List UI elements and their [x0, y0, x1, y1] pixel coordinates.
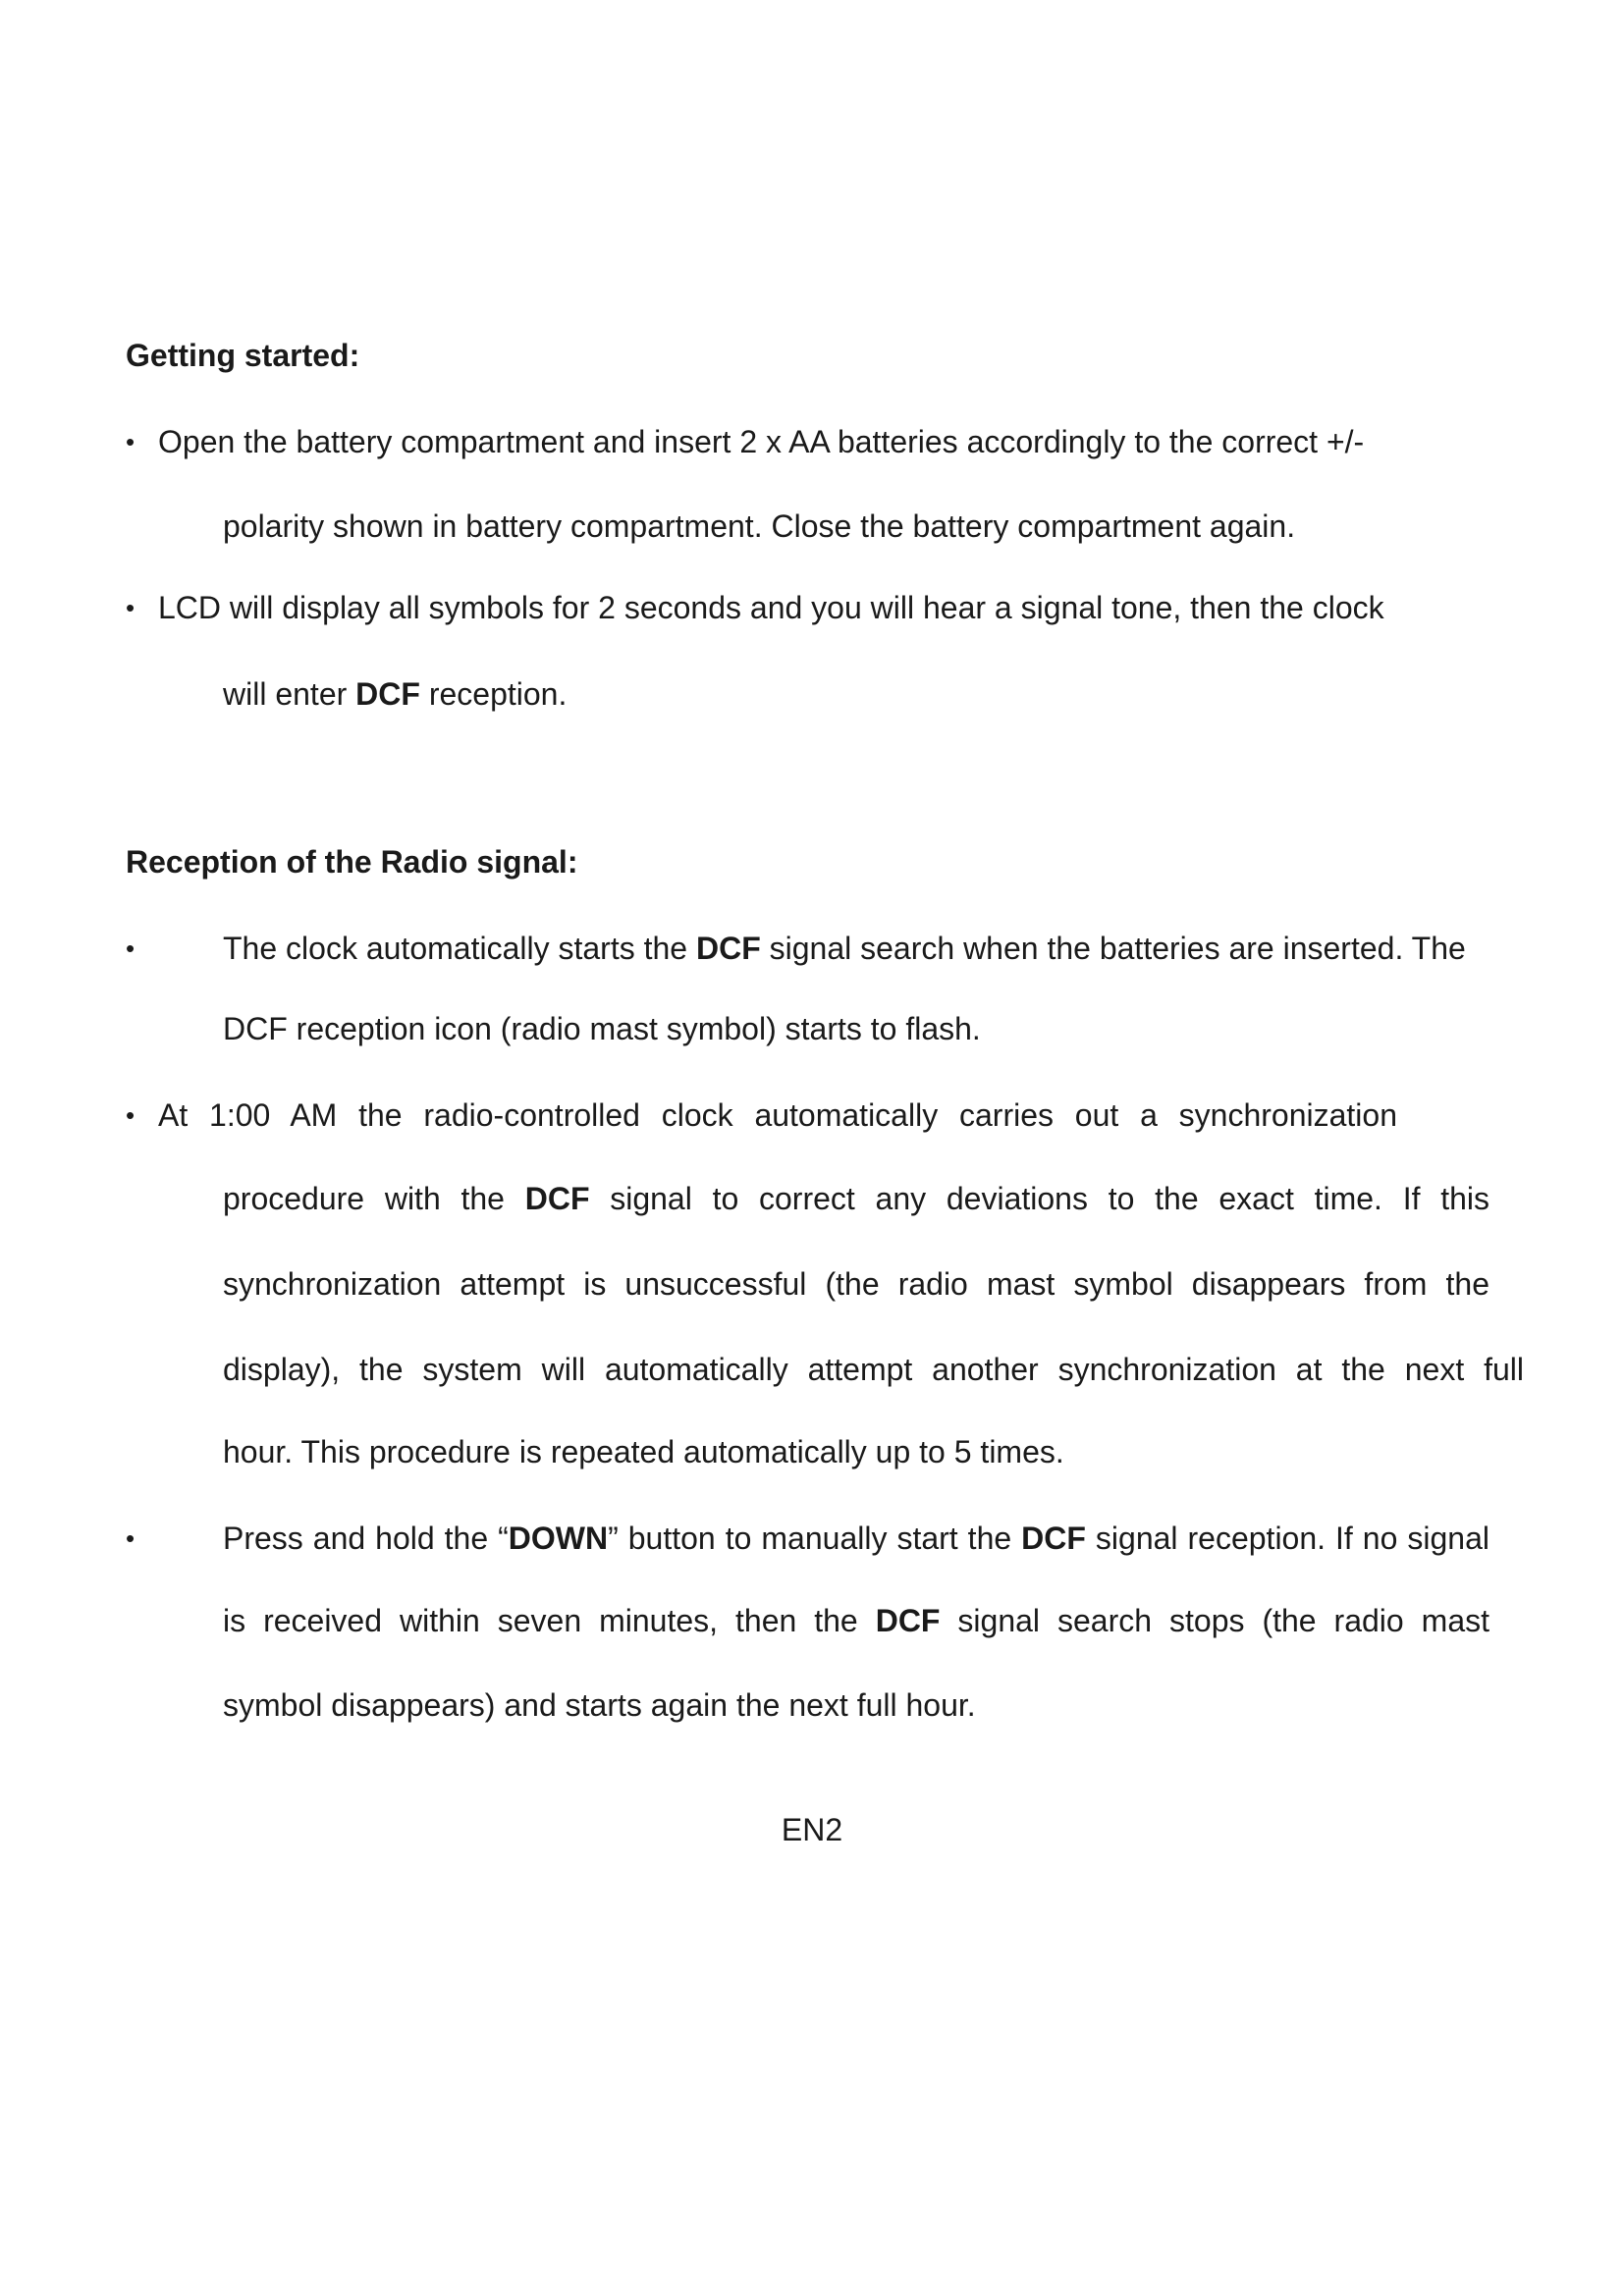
text-run: Press and hold the “	[223, 1521, 509, 1556]
reception-item-1-line-1	[223, 929, 1466, 968]
text-bold-down: DOWN	[508, 1521, 609, 1556]
text-bold-dcf: DCF	[1021, 1521, 1086, 1556]
bullet-dot-icon: •	[126, 934, 135, 963]
text-run: signal to correct any deviations to the exact time. If this	[589, 1181, 1490, 1216]
reception-item-2-line-1: At 1:00 AM the radio-controlled clock automatically carries out a synchronization	[158, 1097, 1397, 1133]
text-run: reception.	[419, 676, 568, 712]
reception-item-2-line-2	[223, 1179, 1489, 1218]
text-run: is received within seven minutes, then the	[223, 1603, 876, 1638]
reception-item-3-line-2	[223, 1601, 1489, 1640]
bullet-dot-icon: •	[126, 593, 135, 622]
bullet-dot-icon: •	[126, 427, 135, 456]
getting-started-item-2-line-1: LCD will display all symbols for 2 seconds and you will hear a signal tone, then the clock	[158, 590, 1384, 625]
bullet-dot-icon: •	[126, 1523, 135, 1553]
getting-started-item-1-line-1: Open the battery compartment and insert 2 x AA batteries accordingly to the correct +/-	[158, 424, 1365, 459]
bullet-dot-icon: •	[126, 1100, 135, 1130]
page-number: EN2	[781, 1812, 843, 1847]
getting-started-item-2-line-2	[223, 674, 567, 714]
text-run: ” button to manually start the	[608, 1521, 1022, 1556]
reception-item-3-line-1	[223, 1519, 1489, 1558]
reception-item-2-line-3: synchronization attempt is unsuccessful (the radio mast symbol disappears from the	[223, 1266, 1489, 1302]
text-run: signal reception. If no signal	[1085, 1521, 1490, 1556]
text-run: procedure with the	[223, 1181, 525, 1216]
reception-item-2-line-5: hour. This procedure is repeated automatically up to 5 times.	[223, 1434, 1064, 1469]
reception-item-3-line-3: symbol disappears) and starts again the next full hour.	[223, 1687, 976, 1723]
getting-started-item-1-line-2: polarity shown in battery compartment. Close the battery compartment again.	[223, 508, 1296, 544]
text-run: signal search when the batteries are inserted. The	[760, 931, 1466, 966]
reception-item-1-line-2: DCF reception icon (radio mast symbol) starts to flash.	[223, 1011, 981, 1046]
text-bold-dcf: DCF	[355, 676, 420, 712]
text-bold-dcf: DCF	[524, 1181, 590, 1216]
text-run: signal search stops (the radio mast	[940, 1603, 1490, 1638]
text-bold-dcf: DCF	[875, 1603, 941, 1638]
reception-item-2-line-4: display), the system will automatically attempt another synchronization at the next full	[223, 1352, 1524, 1387]
heading-reception-radio-signal: Reception of the Radio signal:	[126, 844, 578, 880]
text-run: The clock automatically starts the	[223, 931, 696, 966]
heading-getting-started: Getting started:	[126, 338, 360, 373]
text-run: will enter	[223, 676, 356, 712]
text-bold-dcf: DCF	[695, 931, 761, 966]
